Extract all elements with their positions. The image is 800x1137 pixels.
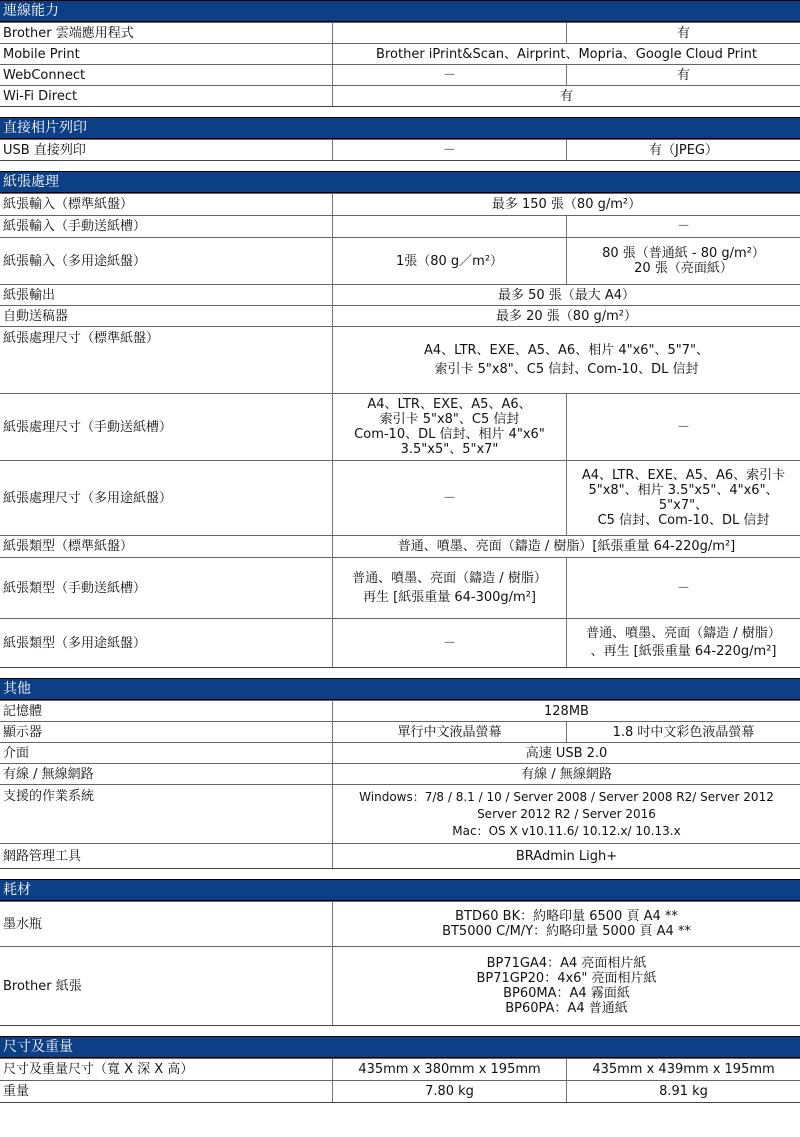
cell-model-b: －: [566, 216, 800, 237]
row-label: 紙張輸入（多用途紙盤）: [3, 253, 147, 269]
cell-model-b: 有（JPEG）: [566, 140, 800, 160]
row-label: 紙張類型（手動送紙槽）: [3, 580, 147, 596]
row-label: Brother 雲端應用程式: [3, 25, 134, 41]
cell-model-a: －: [332, 461, 566, 535]
table-row: [0, 946, 800, 1025]
row-label: Mobile Print: [3, 46, 80, 62]
cell-both-models: 最多 20 張（80 g/m²）: [332, 306, 800, 326]
cell-both-models: 128MB: [332, 701, 800, 721]
table-row: [0, 618, 800, 667]
cell-both-models: 普通、噴墨、亮面（鑄造 / 樹脂）[紙張重量 64-220g/m²]: [332, 536, 800, 557]
cell-model-b: 8.91 kg: [566, 1081, 800, 1102]
row-label: 尺寸及重量尺寸（寬 X 深 X 高）: [3, 1062, 194, 1077]
table-row: [0, 22, 800, 43]
table-row: [0, 700, 800, 721]
table-row: [0, 1080, 800, 1102]
cell-model-b: 435mm x 439mm x 195mm: [566, 1059, 800, 1080]
table-row: [0, 460, 800, 535]
row-label: 紙張輸入（手動送紙槽）: [3, 219, 147, 234]
row-label: Wi-Fi Direct: [3, 88, 78, 104]
table-row: [0, 85, 800, 106]
table-row: [0, 139, 800, 160]
cell-model-a: 普通、噴墨、亮面（鑄造 / 樹脂） 再生 [紙張重量 64-300g/m²]: [332, 558, 566, 618]
table-row: [0, 64, 800, 85]
row-label: 紙張輸入（標準紙盤）: [3, 197, 134, 212]
table-row: [0, 742, 800, 763]
row-label: 有線 / 無線網路: [3, 766, 94, 782]
table-row: [0, 901, 800, 946]
cell-model-a: 7.80 kg: [332, 1081, 566, 1102]
section-header: 連線能力: [0, 0, 800, 22]
cell-model-b: 80 張（普通紙 - 80 g/m²） 20 張（亮面紙）: [566, 238, 800, 284]
cell-model-b: 1.8 吋中文彩色液晶螢幕: [566, 722, 800, 742]
cell-model-b: 有: [566, 23, 800, 43]
cell-model-a: －: [332, 65, 566, 85]
section-paper-handling: [0, 171, 800, 668]
cell-both-models: 高速 USB 2.0: [332, 743, 800, 763]
table-row: [0, 237, 800, 284]
row-label: 紙張類型（標準紙盤）: [3, 539, 134, 554]
row-label: Brother 紙張: [3, 978, 82, 994]
row-label: 紙張處理尺寸（手動送紙槽）: [3, 419, 173, 435]
table-row: [0, 721, 800, 742]
section-header: 其他: [0, 678, 800, 700]
cell-model-b: 普通、噴墨、亮面（鑄造 / 樹脂） 、再生 [紙張重量 64-220g/m²]: [566, 619, 800, 667]
table-row: [0, 784, 800, 843]
cell-both-models: A4、LTR、EXE、A5、A6、相片 4"x6"、5"7"、 索引卡 5"x8"、C5 信封、Com-10、DL 信封: [332, 327, 800, 393]
cell-model-a: 1張（80 g／m²）: [332, 238, 566, 284]
table-row: [0, 193, 800, 215]
cell-both-models: BRAdmin Ligh+: [332, 844, 800, 868]
cell-model-a: －: [332, 140, 566, 160]
table-row: [0, 1058, 800, 1080]
row-label: WebConnect: [3, 67, 86, 83]
table-row: [0, 557, 800, 618]
table-row: [0, 284, 800, 305]
section-consumables: [0, 879, 800, 1026]
cell-both-models: Brother iPrint&Scan、Airprint、Mopria、Google Cloud Print: [332, 44, 800, 64]
row-label: 紙張類型（多用途紙盤）: [3, 635, 147, 651]
row-label: 支援的作業系統: [3, 789, 95, 804]
section-direct-photo-print: [0, 117, 800, 161]
table-row: [0, 215, 800, 237]
row-label: 自動送稿器: [3, 308, 69, 324]
table-row: [0, 535, 800, 557]
cell-model-a: －: [332, 619, 566, 667]
cell-both-models: 最多 150 張（80 g/m²）: [332, 194, 800, 215]
section-header: 耗材: [0, 879, 800, 901]
row-label: 網路管理工具: [3, 848, 82, 864]
cell-both-models: 有: [332, 86, 800, 106]
row-label: 墨水瓶: [3, 916, 43, 932]
cell-model-a: 435mm x 380mm x 195mm: [332, 1059, 566, 1080]
row-label: USB 直接列印: [3, 142, 86, 158]
section-other: [0, 678, 800, 869]
cell-model-b: －: [566, 394, 800, 460]
table-row: [0, 843, 800, 868]
row-label: 顯示器: [3, 724, 43, 740]
cell-both-models: BP71GA4：A4 亮面相片紙 BP71GP20：4x6" 亮面相片紙 BP60MA：A4 霧面紙 BP60PA：A4 普通紙: [332, 947, 800, 1025]
table-row: [0, 43, 800, 64]
cell-model-a: A4、LTR、EXE、A5、A6、 索引卡 5"x8"、C5 信封 Com-10、DL 信封、相片 4"x6" 3.5"x5"、5"x7": [332, 394, 566, 460]
row-label: 紙張處理尺寸（多用途紙盤）: [3, 490, 173, 506]
section-header: 尺寸及重量: [0, 1036, 800, 1058]
row-label: 紙張輸出: [3, 287, 56, 303]
row-label: 重量: [3, 1084, 30, 1099]
section-header: 直接相片列印: [0, 117, 800, 139]
cell-model-b: 有: [566, 65, 800, 85]
cell-model-b: A4、LTR、EXE、A5、A6、索引卡 5"x8"、相片 3.5"x5"、4"x6"、5"x7"、 C5 信封、Com-10、DL 信封: [566, 461, 800, 535]
section-dimensions-weight: [0, 1036, 800, 1103]
row-label: 介面: [3, 745, 30, 761]
cell-model-b: －: [566, 558, 800, 618]
cell-both-models: BTD60 BK：約略印量 6500 頁 A4 ** BT5000 C/M/Y：約略印量 5000 頁 A4 **: [332, 902, 800, 946]
cell-model-a: [332, 23, 566, 43]
cell-both-models: 最多 50 張（最大 A4）: [332, 285, 800, 305]
cell-model-a: 單行中文液晶螢幕: [332, 722, 566, 742]
cell-both-models: 有線 / 無線網路: [332, 764, 800, 784]
table-row: [0, 763, 800, 784]
row-label: 記憶體: [3, 703, 43, 719]
row-label: 紙張處理尺寸（標準紙盤）: [3, 331, 160, 346]
table-row: [0, 326, 800, 393]
table-row: [0, 305, 800, 326]
section-header: 紙張處理: [0, 171, 800, 193]
section-connectivity: [0, 0, 800, 107]
table-row: [0, 393, 800, 460]
cell-both-models: Windows：7/8 / 8.1 / 10 / Server 2008 / Server 2008 R2/ Server 2012 Server 2012 R2 / Server 2016 Mac：OS X v10.11.6/ 10.12.x/ 10.13.x: [332, 785, 800, 843]
cell-model-a: [332, 216, 566, 237]
